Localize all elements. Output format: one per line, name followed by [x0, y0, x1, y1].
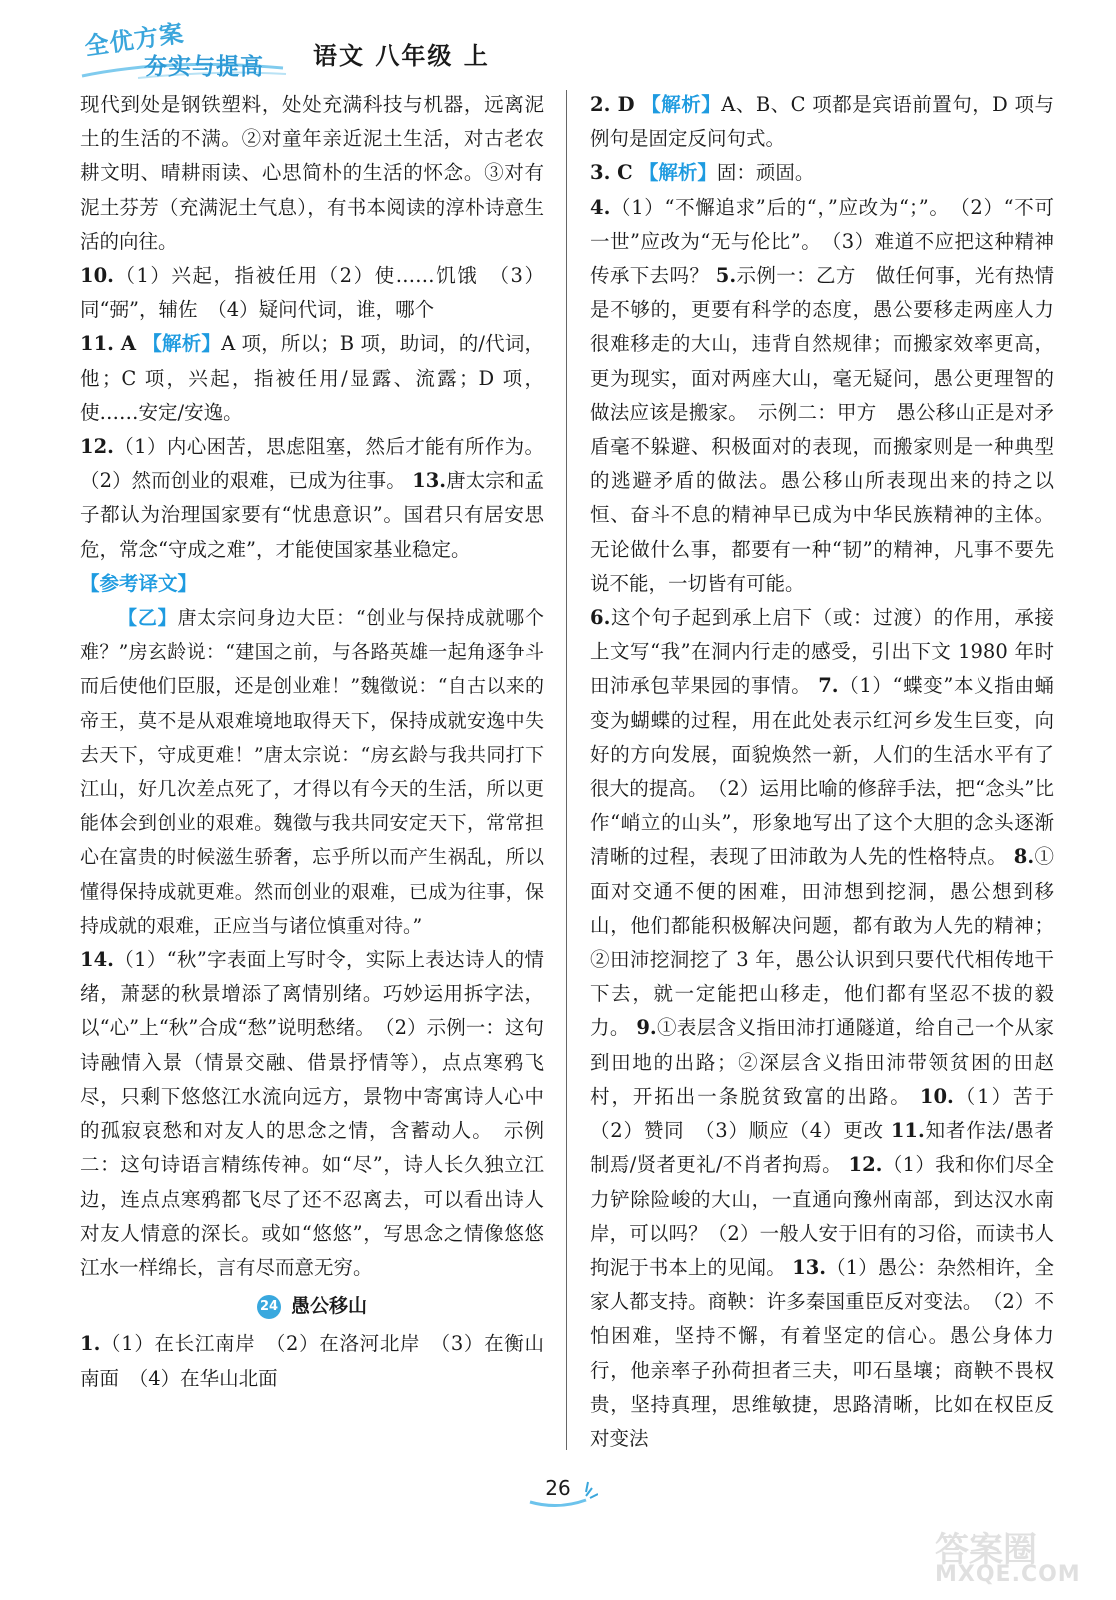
watermark-line1: 答案圈 — [935, 1530, 1037, 1570]
answer-q12 — [80, 430, 544, 567]
question-number: 13. — [412, 469, 447, 493]
answer-text: 唐太宗和孟子都认为治理国家要有“忧患意识”。国君只有居安思危，常念“守成之难”，才能使国家基业稳定。 — [80, 469, 544, 561]
question-number: 12. — [848, 1153, 883, 1177]
answer-text: ①面对交通不便的困难，田沛想到挖洞，愚公想到移山，他们都能积极解决问题，都有敢为人先的精神；②田沛挖洞挖了 3 年，愚公认识到只要代代相传地干下去，就一定能把山移走，他们都有坚忍不拔的毅力。 — [590, 845, 1054, 1040]
question-number: 7. — [818, 674, 839, 698]
page-header — [78, 14, 1038, 86]
left-column — [80, 88, 544, 1396]
question-number: 9. — [636, 1016, 657, 1040]
question-number: 13. — [792, 1255, 827, 1279]
question-number: 1. — [80, 1332, 101, 1356]
answer-q6 — [590, 601, 1074, 1456]
question-number: 11. A — [80, 332, 137, 356]
answer-text: ①表层含义指田沛打通隧道，给自己一个从家到田地的出路；②深层含义指田沛带领贫困的田赵村，开拓出一条脱贫致富的出路。 — [590, 1016, 1054, 1108]
section-heading — [80, 1289, 544, 1323]
question-number: 4. — [590, 195, 611, 219]
translation-text: 唐太宗问身边大臣：“创业与保持成就哪个难？”房玄龄说：“建国之前，与各路英雄一起角逐争斗而后使他们臣服，还是创业难！”魏徵说：“自古以来的帝王，莫不是从艰难境地取得天下，保持成就安逸中失去天下，守成更难！”唐太宗说：“房玄龄与我共同打下江山，好几次差点死了，才得以有今天的生活，所以更能体会到创业的艰难。魏徵与我共同安定天下，常常担心在富贵的时候滋生骄奢，忘乎所以而产生祸乱，所以懂得保持成就更难。然而创业的艰难，已成为往事，保持成就的艰难，正应当与诸位慎重对待。” — [80, 607, 544, 937]
answer-text: （1）我和你们尽全力铲除险峻的大山，一直通向豫州南部，到达汉水南岸，可以吗？（2）一般人安于旧有的习俗，而读书人拘泥于书本上的见闻。 — [590, 1153, 1054, 1279]
answer-q11 — [80, 327, 544, 430]
page-title: 语文 八年级 上 — [313, 42, 490, 70]
answer-text: 固：顽固。 — [716, 161, 815, 185]
page-number: 26 — [545, 1476, 571, 1500]
answer-text: （1）苦于 （2）赞同 （3）顺应（4）更改 — [590, 1084, 1074, 1143]
answer-text: 示例一：乙方 做任何事，光有热情是不够的，更要有科学的态度，愚公要移走两座人力很难移走的大山，违背自然规律；而搬家效率更高，更为现实，面对两座大山，毫无疑问，愚公更理智的做法应该是搬家。 示例二：甲方 愚公移山正是对矛盾毫不躲避、积极面对的表现，而搬家则是一种典型的逃避矛盾的做法。愚公移山所表现出来的持之以恒、奋斗不息的精神早已成为中华民族精神的主体。无论做什么事，都要有一种“韧”的精神，凡事不要先说不能，一切皆有可能。 — [590, 264, 1054, 595]
brand-logo — [78, 18, 288, 82]
analysis-tag: 【解析】 — [638, 161, 717, 185]
section-number: 24 — [257, 1295, 281, 1319]
answer-text: （1）兴起，指被任用（2）使……饥饿 （3）同“弼”，辅佐 （4）疑问代词，谁，哪个 — [80, 264, 544, 322]
answer-text: 现代到处是钢铁塑料，处处充满科技与机器，远离泥土的生活的不满。②对童年亲近泥土生活，对古老农耕文明、晴耕雨读、心思简朴的生活的怀念。③对有泥土芬芳（充满泥土气息），有书本阅读的淳朴诗意生活的向往。 — [80, 93, 544, 253]
answer-q3 — [590, 156, 1054, 190]
reference-translation-title: 【参考译文】 — [80, 571, 198, 595]
answer-q2 — [590, 88, 1054, 156]
passage-tag: 【乙】 — [118, 607, 178, 630]
answer-text: （1）“秋”字表面上写时令，实际上表达诗人的情绪，萧瑟的秋景增添了离情别绪。巧妙运用拆字法，以“心”上“秋”合成“愁”说明愁绪。 （2）示例一：这句诗融情入景（情景交融、借景抒情等），点点寒鸦飞尽，只剩下悠悠江水流向远方，景物中寄寓诗人心中的孤寂哀愁和对友人的思念之情，含蓄动人。 示例二：这句诗语言精练传神。如“尽”，诗人长久独立江边，连点点寒鸦都飞尽了还不忍离去，可以看出诗人对友人情意的深长。或如“悠悠”，写思念之情像悠悠江水一样绵长，言有尽而意无穷。 — [80, 948, 544, 1279]
logo-line2: 夯实与提高 — [144, 54, 264, 80]
answer-text: A 项，所以；B 项，助词，的/代词，他；C 项，兴起，指被任用/显露、流露；D 项，使……安定/安逸。 — [80, 332, 544, 424]
answer-paragraph — [80, 88, 544, 259]
question-number: 3. C — [590, 161, 633, 185]
analysis-tag: 【解析】 — [142, 332, 222, 356]
page-number-badge — [528, 1474, 598, 1508]
answer-s1 — [80, 1327, 544, 1395]
question-number: 12. — [80, 435, 114, 459]
answer-text: A、B、C 项都是宾语前置句，D 项与例句是固定反问句式。 — [590, 93, 1055, 151]
analysis-tag: 【解析】 — [641, 93, 722, 116]
answer-text: （1）愚公：杂然相许，全家人都支持。商鞅：许多秦国重臣反对变法。 （2）不怕困难，坚持不懈，有着坚定的信心。愚公身体力行，他亲率子孙荷担者三夫，叩石垦壤；商鞅不畏权贵，坚持真理，思维敏捷，思路清晰，比如在权臣反对变法 — [590, 1255, 1054, 1450]
section-title: 愚公移山 — [290, 1295, 367, 1318]
question-number: 2. D — [590, 93, 635, 116]
reference-translation — [80, 601, 544, 943]
watermark — [925, 1522, 1095, 1592]
watermark-line2: MXQE.COM — [935, 1562, 1081, 1587]
column-divider — [566, 90, 567, 1450]
question-number: 11. — [890, 1119, 925, 1143]
answer-q10 — [80, 259, 544, 327]
logo-line1: 全优方案 — [82, 19, 186, 61]
question-number: 8. — [1013, 845, 1035, 869]
answer-text: （1）内心困苦，思虑阻塞，然后才能有所作为。（2）然而创业的艰难，已成为往事。 — [80, 435, 544, 493]
right-column — [590, 88, 1074, 1456]
question-number: 10. — [80, 264, 114, 288]
answer-text: 知者作法/愚者制焉/贤者更礼/不肖者拘焉。 — [590, 1119, 1054, 1177]
answer-q4 — [590, 191, 1054, 601]
answer-text: （1）“不懈追求”后的“，”应改为“；”。 （2）“不可一世”应改为“无与伦比”。 （3）难道不应把这种精神传承下去吗？ — [590, 195, 1054, 288]
answer-text: （1）“蝶变”本义指由蛹变为蝴蝶的过程，用在此处表示红河乡发生巨变，向好的方向发展，面貌焕然一新，人们的生活水平有了很大的提高。 （2）运用比喻的修辞手法，把“念头”比作“峭立的山头”，形象地写出了这个大胆的念头逐渐清晰的过程，表现了田沛敢为人先的性格特点。 — [590, 674, 1054, 869]
question-number: 5. — [715, 264, 737, 288]
question-number: 6. — [590, 606, 611, 630]
answer-text: 这个句子起到承上启下（或：过渡）的作用，承接上文写“我”在洞内行走的感受，引出下文 1980 年时田沛承包苹果园的事情。 — [590, 606, 1054, 698]
question-number: 14. — [80, 948, 114, 972]
question-number: 10. — [919, 1084, 954, 1108]
answer-q14 — [80, 943, 544, 1285]
answer-text: （1）在长江南岸 （2）在洛河北岸 （3）在衡山南面 （4）在华山北面 — [80, 1332, 544, 1390]
